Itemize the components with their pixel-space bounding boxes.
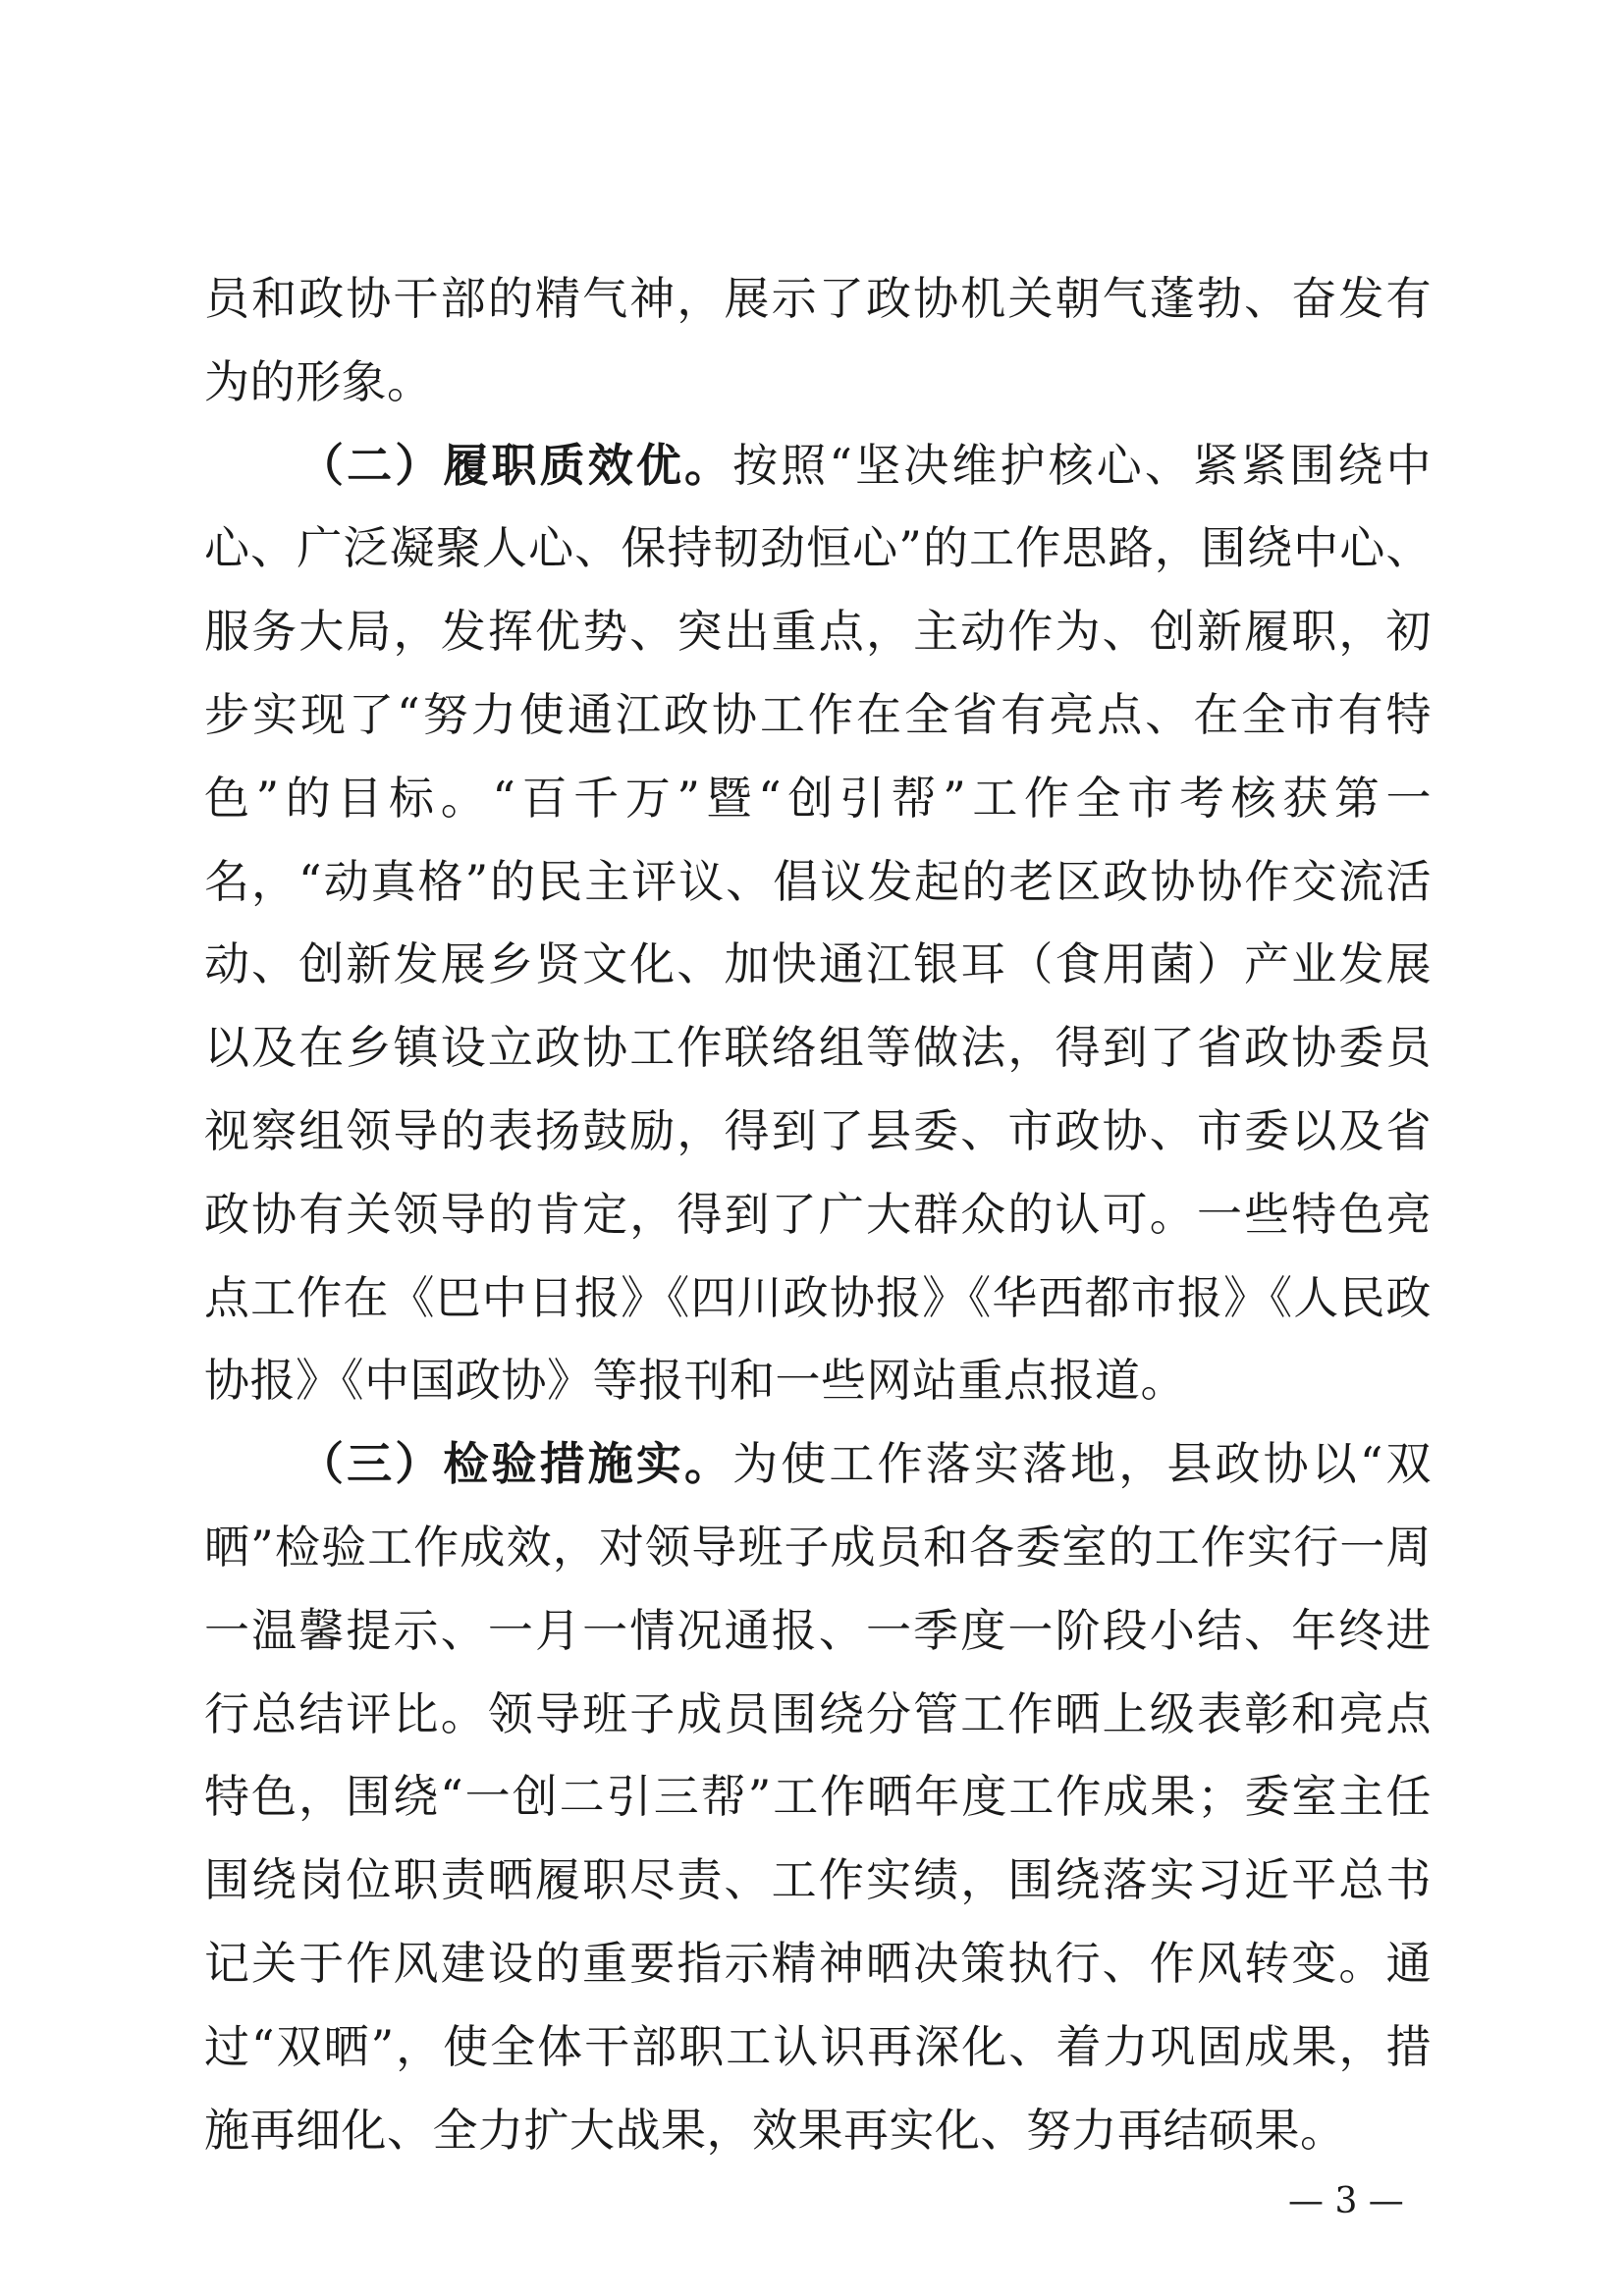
paragraph-body: 为使工作落实落地，县政协以“双晒”检验工作成效，对领导班子成员和各委室的工作实行一周一温馨提示、一月一情况通报、一季度一阶段小结、年终进行总结评比。领导班子成员围绕分管工作晒上级表彰和亮点特色，围绕“一创二引三帮”工作晒年度工作成果；委室主任围绕岗位职责晒履职尽责、工作实绩，围绕落实习近平总书记关于作风建设的重要指示精神晒决策执行、作风转变。通过“双晒”，使全体干部职工认识再深化、着力巩固成果，措施再细化、全力扩大战果，效果再实化、努力再结硕果。 [204,1437,1432,2157]
paragraph-body: 按照“坚决维护核心、紧紧围绕中心、广泛凝聚人心、保持韧劲恒心”的工作思路，围绕中心、服务大局，发挥优势、突出重点，主动作为、创新履职，初步实现了“努力使通江政协工作在全省有亮点、在全市有特色”的目标。“百千万”暨“创引帮”工作全市考核获第一名，“动真格”的民主评议、倡议发起的老区政协协作交流活动、创新发展乡贤文化、加快通江银耳（食用菌）产业发展以及在乡镇设立政协工作联络组等做法，得到了省政协委员视察组领导的表扬鼓励，得到了县委、市政协、市委以及省政协有关领导的肯定，得到了广大群众的认可。一些特色亮点工作在《巴中日报》《四川政协报》《华西都市报》《人民政协报》《中国政协》等报刊和一些网站重点报道。 [204,438,1432,1408]
paragraph-body: 员和政协干部的精气神，展示了政协机关朝气蓬勃、奋发有为的形象。 [204,272,1432,408]
paragraph-section-2 [204,424,1432,1423]
paragraph-continuation [204,257,1432,424]
page-number: — 3 — [1288,2181,1404,2221]
paragraph-section-3 [204,1422,1432,2171]
section-heading: （二）履职质效优。 [298,438,733,492]
document-body [204,257,1432,2171]
section-heading: （三）检验措施实。 [298,1437,733,1491]
